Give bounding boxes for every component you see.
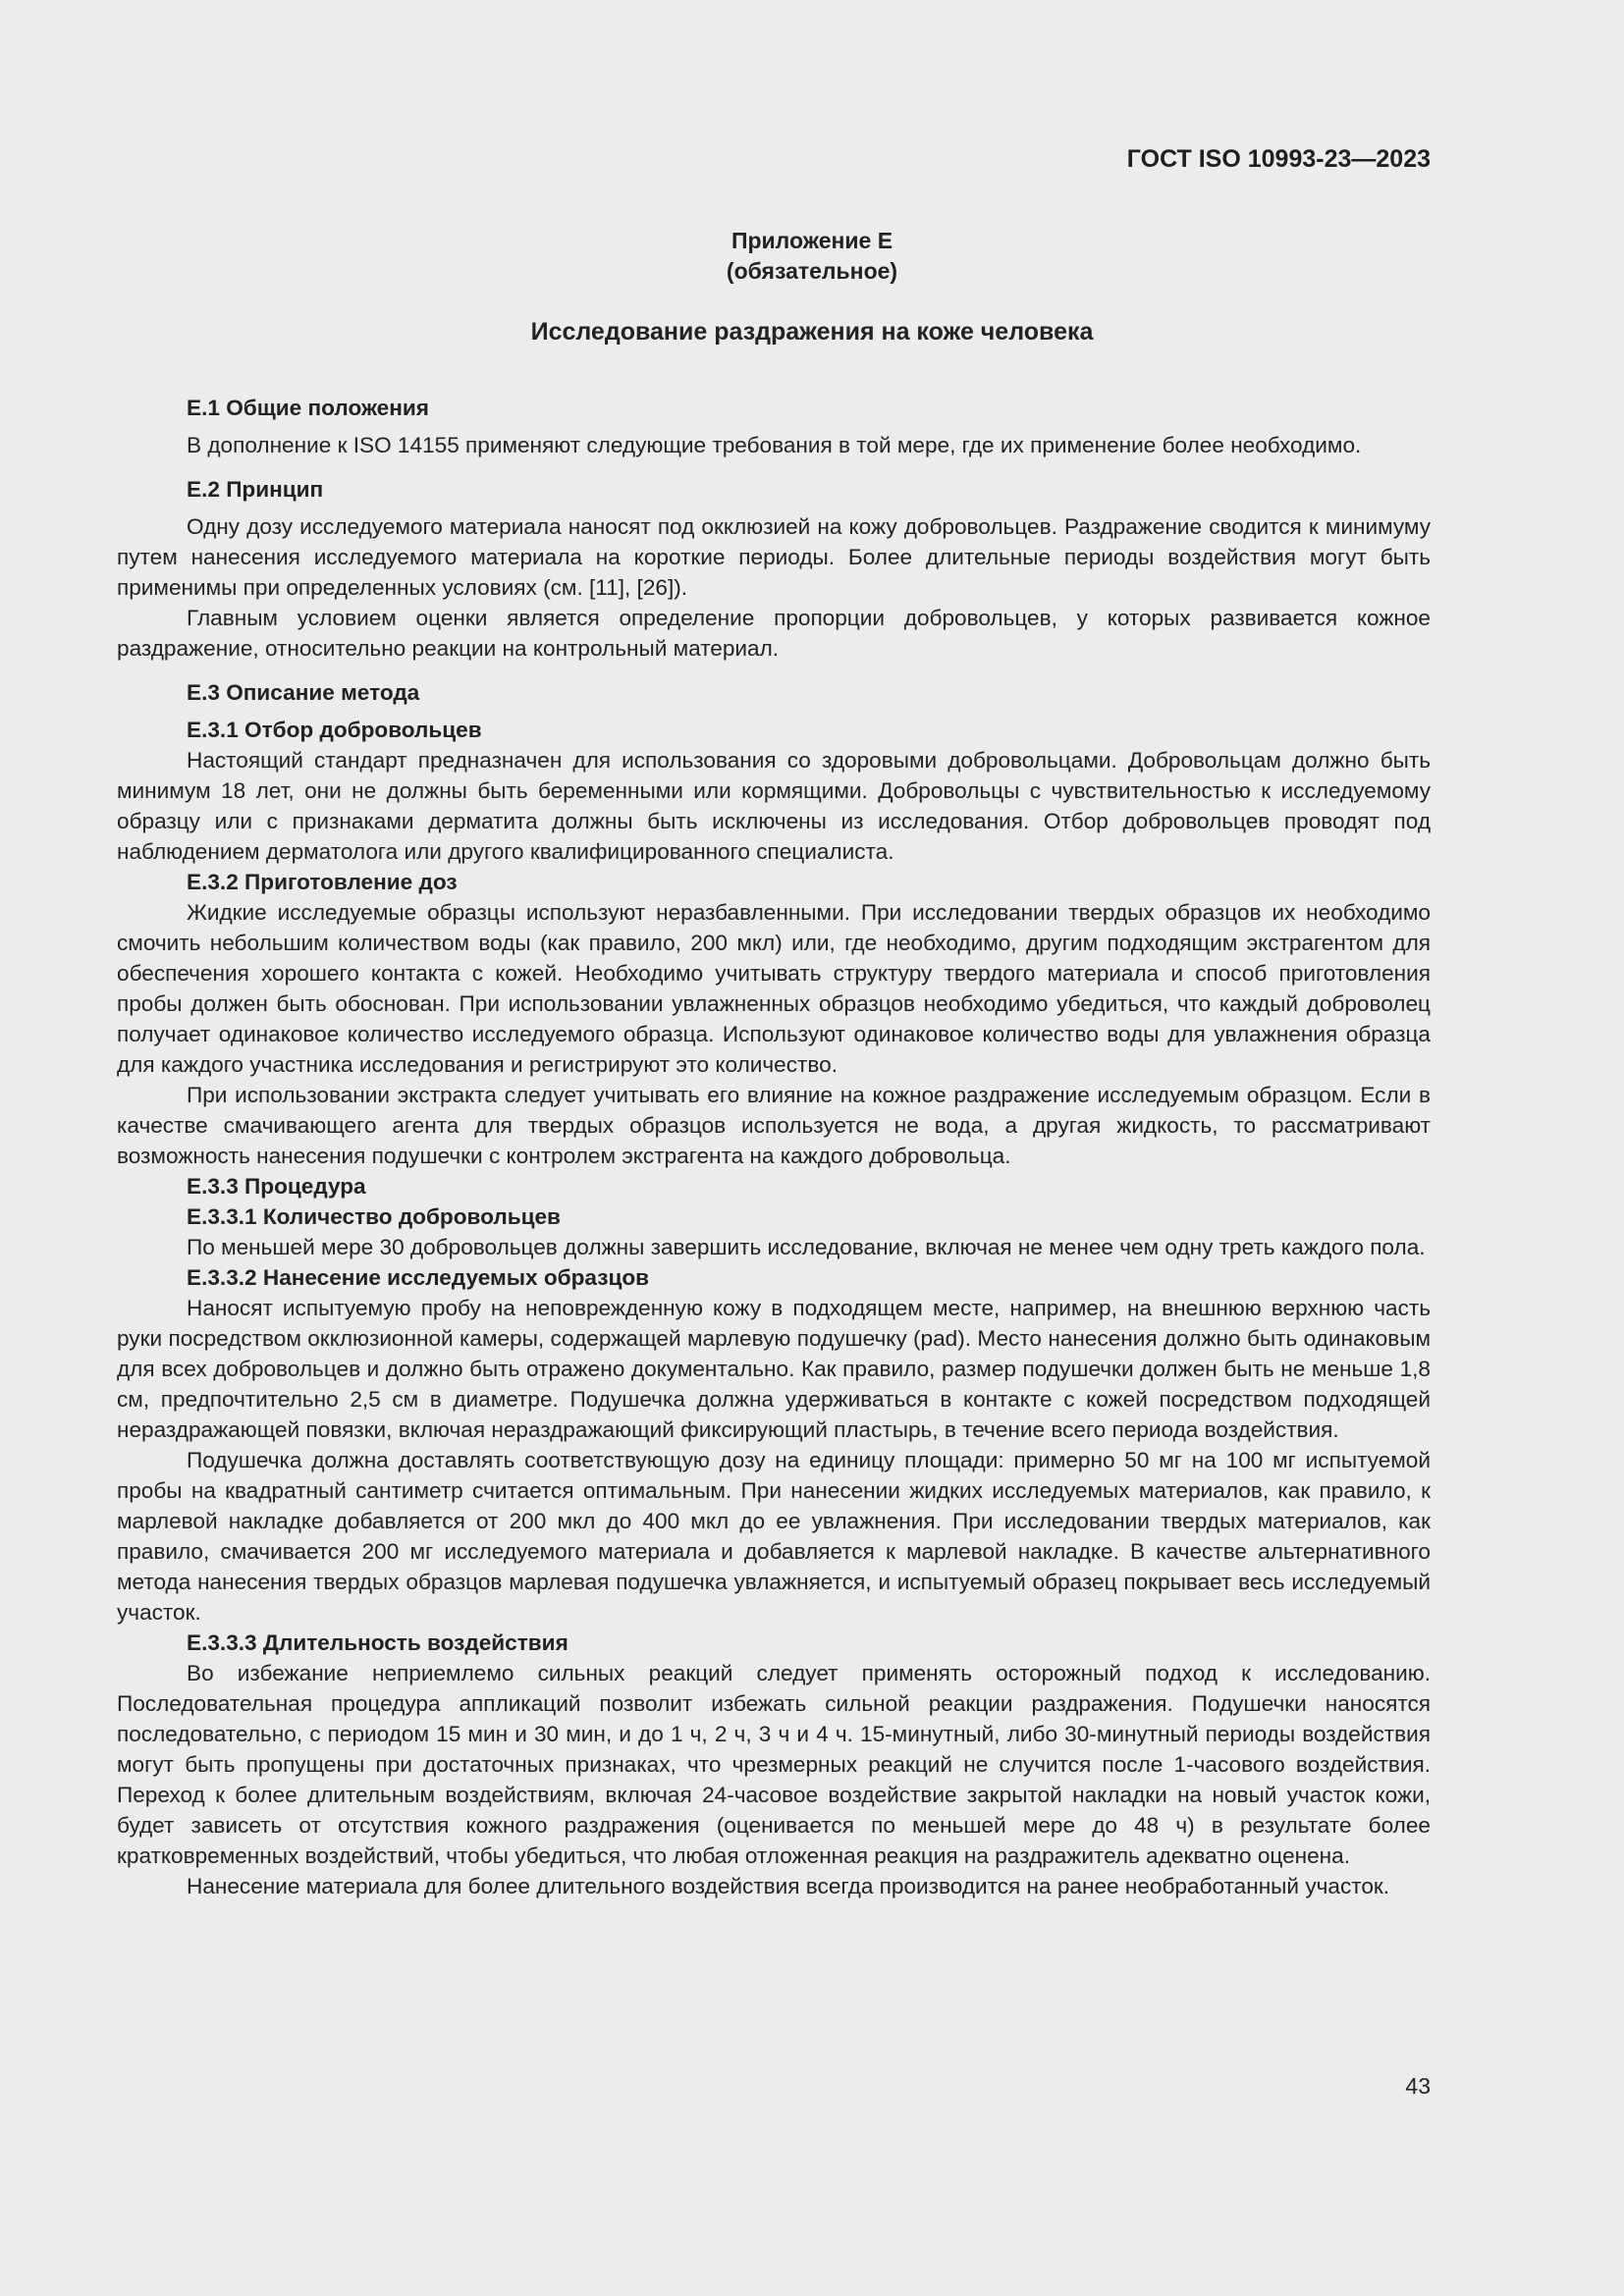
section-heading-e331: Е.3.3.1 Количество добровольцев (187, 1204, 561, 1229)
section-heading-e2: Е.2 Принцип (187, 477, 324, 502)
paragraph: Одну дозу исследуемого материала наносят под окклюзией на кожу добровольцев. Раздражение сводится к минимуму путем нанесения исследуемого материала на короткие периоды. Более длительные периоды воздействия могут быть применимы при определенных условиях (см. [11], [26]). (117, 514, 1431, 600)
section-heading-e332: Е.3.3.2 Нанесение исследуемых образцов (187, 1265, 650, 1290)
paragraph: Подушечка должна доставлять соответствующую дозу на единицу площади: примерно 50 мг на 100 мг испытуемой пробы на квадратный сантиметр считается оптимальным. При нанесении жидких исследуемых материалов, как правило, к марлевой накладке добавляется от 200 мкл до 400 мкл до ее увлажнения. При исследовании твердых материалов, как правило, смачивается 200 мг исследуемого материала и добавляется к марлевой накладке. В качестве альтернативного метода нанесения твердых образцов марлевая подушечка увлажняется, и испытуемый образец покрывает весь исследуемый участок. (117, 1448, 1431, 1625)
paragraph: По меньшей мере 30 добровольцев должны завершить исследование, включая не менее чем одну треть каждого пола. (187, 1235, 1426, 1259)
section-heading-e1: Е.1 Общие положения (187, 396, 429, 420)
annex-heading (0, 226, 1624, 287)
paragraph: Главным условием оценки является определение пропорции добровольцев, у которых развивается кожное раздражение, относительно реакции на контрольный материал. (117, 606, 1431, 661)
paragraph: Нанесение материала для более длительного воздействия всегда производится на ранее необработанный участок. (187, 1874, 1390, 1898)
paragraph: Настоящий стандарт предназначен для использования со здоровыми добровольцами. Добровольцам должно быть минимум 18 лет, они не должны быть беременными или кормящими. Добровольцы с чувствительностью к исследуемому образцу или с признаками дерматита должны быть исключены из исследования. Отбор добровольцев проводят под наблюдением дерматолога или другого квалифицированного специалиста. (117, 748, 1431, 864)
paragraph: Жидкие исследуемые образцы используют неразбавленными. При исследовании твердых образцов их необходимо смочить небольшим количеством воды (как правило, 200 мкл) или, где необходимо, другим подходящим экстрагентом для обеспечения хорошего контакта с кожей. Необходимо учитывать структуру твердого материала и способ приготовления пробы должен быть обоснован. При использовании увлажненных образцов необходимо убедиться, что каждый доброволец получает одинаковое количество исследуемого образца. Используют одинаковое количество воды для увлажнения образца для каждого участника исследования и регистрируют это количество. (117, 900, 1431, 1077)
section-heading-e33: Е.3.3 Процедура (187, 1174, 366, 1199)
section-heading-e31: Е.3.1 Отбор добровольцев (187, 718, 482, 742)
paragraph: Наносят испытуемую пробу на неповрежденную кожу в подходящем месте, например, на внешнюю верхнюю часть руки посредством окклюзионной камеры, содержащей марлевую подушечку (pad). Место нанесения должно быть одинаковым для всех добровольцев и должно быть отражено документально. Как правило, размер подушечки должен быть не меньше 1,8 см, предпочтительно 2,5 см в диаметре. Подушечка должна удерживаться в контакте с кожей посредством подходящей нераздражающей повязки, включая нераздражающий фиксирующий пластырь, в течение всего периода воздействия. (117, 1296, 1431, 1442)
page-number: 43 (1405, 2073, 1431, 2099)
annex-label: Приложение Е (731, 228, 893, 253)
annex-status: (обязательное) (726, 258, 898, 284)
section-heading-e333: Е.3.3.3 Длительность воздействия (187, 1630, 568, 1655)
section-heading-e32: Е.3.2 Приготовление доз (187, 870, 458, 894)
paragraph: В дополнение к ISO 14155 применяют следующие требования в той мере, где их применение более необходимо. (187, 433, 1362, 457)
document-code: ГОСТ ISO 10993-23—2023 (1126, 145, 1431, 173)
annex-title: Исследование раздражения на коже человека (530, 318, 1094, 346)
paragraph: Во избежание неприемлемо сильных реакций следует применять осторожный подход к исследованию. Последовательная процедура аппликаций позволит избежать сильной реакции раздражения. Подушечки наносятся последовательно, с периодом 15 мин и 30 мин, и до 1 ч, 2 ч, 3 ч и 4 ч. 15-минутный, либо 30-минутный периоды воздействия могут быть пропущены при достаточных признаках, что чрезмерных реакций не случится после 1-часового воздействия. Переход к более длительным воздействиям, включая 24-часовое воздействие закрытой накладки на новый участок кожи, будет зависеть от отсутствия кожного раздражения (оценивается по меньшей мере до 48 ч) в результате более кратковременных воздействий, чтобы убедиться, что любая отложенная реакция на раздражитель адекватно оценена. (117, 1661, 1431, 1868)
document-body (117, 393, 1431, 1901)
paragraph: При использовании экстракта следует учитывать его влияние на кожное раздражение исследуемым образцом. Если в качестве смачивающего агента для твердых образцов используется не вода, а другая жидкость, то рассматривают возможность нанесения подушечки с контролем экстрагента на каждого добровольца. (117, 1083, 1431, 1168)
section-heading-e3: Е.3 Описание метода (187, 680, 420, 705)
